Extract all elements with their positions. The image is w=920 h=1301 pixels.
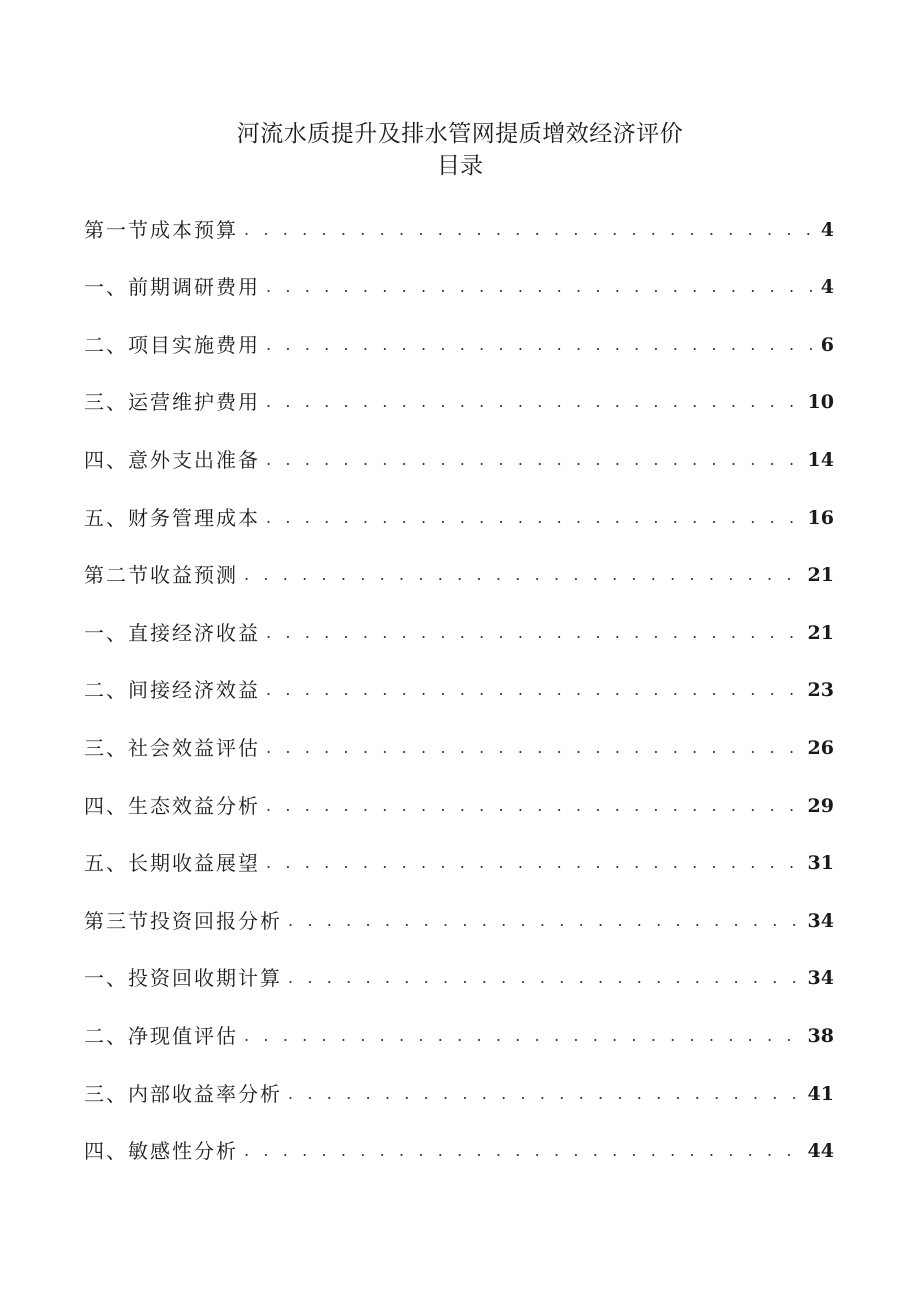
toc-leader-dots [266, 331, 817, 359]
toc-entry-label: 五、长期收益展望 [84, 851, 260, 876]
toc-entry[interactable] [84, 262, 834, 320]
toc-entry-label: 五、财务管理成本 [84, 505, 260, 530]
toc-leader-dots [266, 792, 804, 820]
toc-entry-label: 二、项目实施费用 [84, 332, 260, 357]
toc-leader-dots [266, 734, 804, 762]
toc-entry-page: 34 [807, 967, 834, 990]
toc-entry[interactable] [84, 895, 834, 953]
toc-entry-page: 16 [807, 506, 834, 529]
toc-entry[interactable] [84, 319, 834, 377]
toc-leader-dots [266, 676, 804, 704]
toc-entry-page: 21 [807, 621, 834, 644]
toc-entry-label: 二、净现值评估 [84, 1023, 238, 1048]
toc-leader-dots [266, 388, 804, 416]
toc-entry[interactable] [84, 838, 834, 896]
toc-entry[interactable] [84, 492, 834, 550]
toc-entry[interactable] [84, 434, 834, 492]
toc-heading: 目录 [437, 153, 483, 179]
toc-leader-dots [288, 1080, 804, 1108]
toc-entry-page: 14 [807, 448, 834, 471]
toc-entry[interactable] [84, 665, 834, 723]
toc-entry-page: 4 [820, 276, 834, 299]
toc-entry-label: 三、内部收益率分析 [84, 1081, 282, 1106]
toc-entry[interactable] [84, 1126, 834, 1184]
toc-entry-label: 三、运营维护费用 [84, 390, 260, 415]
toc-leader-dots [266, 504, 804, 532]
toc-leader-dots [244, 1022, 804, 1050]
toc-entry-label: 一、投资回收期计算 [84, 966, 282, 991]
toc-entry[interactable] [84, 377, 834, 435]
toc-entry-page: 26 [807, 736, 834, 759]
toc-entry-label: 第三节投资回报分析 [84, 908, 282, 933]
toc-entry[interactable] [84, 204, 834, 262]
toc-entry-page: 21 [807, 564, 834, 587]
toc-entry[interactable] [84, 780, 834, 838]
toc-entry[interactable] [84, 722, 834, 780]
toc-entry-page: 38 [807, 1024, 834, 1047]
toc-entry-label: 三、社会效益评估 [84, 735, 260, 760]
toc-entry[interactable] [84, 1010, 834, 1068]
toc-entry-page: 34 [807, 909, 834, 932]
toc-entry-page: 31 [807, 852, 834, 875]
toc-leader-dots [244, 561, 804, 589]
toc-entry-page: 41 [807, 1082, 834, 1105]
toc-entry-label: 一、前期调研费用 [84, 275, 260, 300]
toc-entry-page: 29 [807, 794, 834, 817]
toc-entry[interactable] [84, 607, 834, 665]
toc-entry-label: 一、直接经济收益 [84, 620, 260, 645]
toc-entry-label: 二、间接经济效益 [84, 678, 260, 703]
toc-leader-dots [244, 216, 817, 244]
toc-entry-page: 44 [807, 1140, 834, 1163]
toc-entry[interactable] [84, 953, 834, 1011]
toc-leader-dots [244, 1137, 804, 1165]
toc-leader-dots [266, 619, 804, 647]
toc-leader-dots [288, 907, 804, 935]
toc-entry-label: 四、意外支出准备 [84, 447, 260, 472]
toc-leader-dots [266, 849, 804, 877]
toc-leader-dots [266, 273, 817, 301]
toc-entry[interactable] [84, 550, 834, 608]
toc-entry-label: 第二节收益预测 [84, 563, 238, 588]
toc-entry[interactable] [84, 1068, 834, 1126]
toc-entry-page: 10 [807, 391, 834, 414]
toc-entry-label: 四、敏感性分析 [84, 1139, 238, 1164]
toc-entry-label: 四、生态效益分析 [84, 793, 260, 818]
toc-leader-dots [288, 964, 804, 992]
toc-entry-page: 6 [820, 333, 834, 356]
toc-entry-page: 4 [820, 218, 834, 241]
toc-leader-dots [266, 446, 804, 474]
document-title: 河流水质提升及排水管网提质增效经济评价 [236, 121, 684, 147]
table-of-contents [84, 204, 834, 1183]
toc-entry-page: 23 [807, 679, 834, 702]
toc-entry-label: 第一节成本预算 [84, 217, 238, 242]
